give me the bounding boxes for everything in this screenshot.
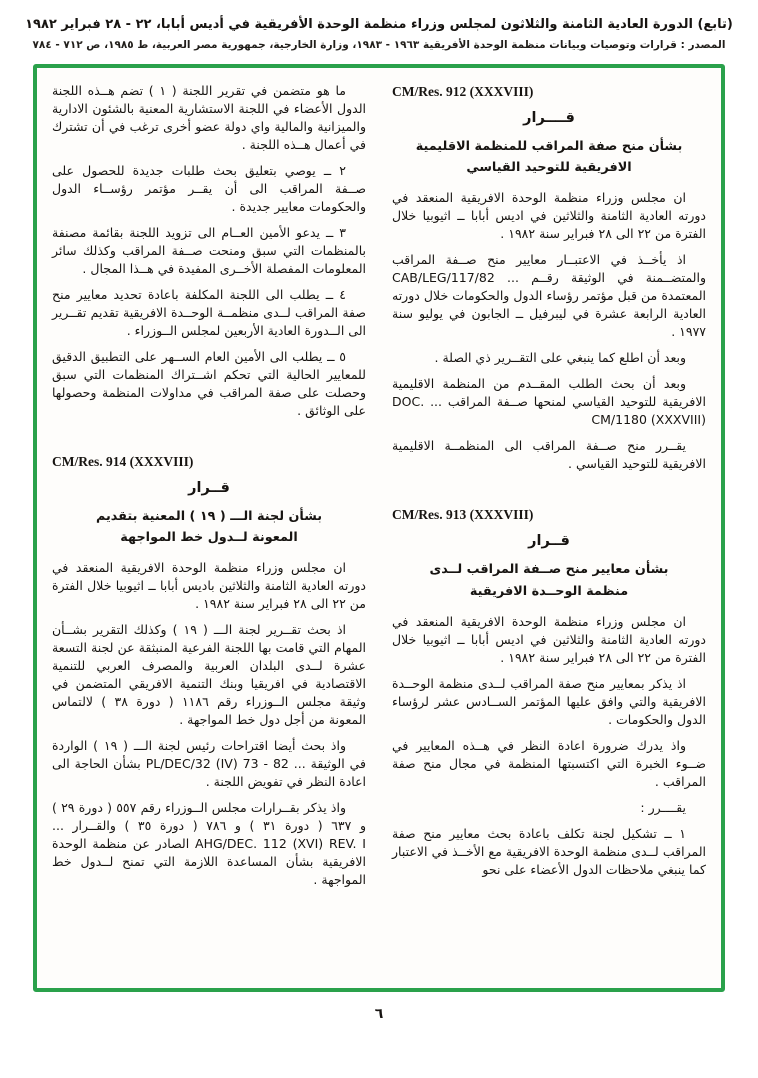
- subtitle-line: الافريقية للتوحيد القياسي: [466, 160, 632, 176]
- subtitle-line: بشأن منح صفة المراقب للمنظمة الاقليمية: [415, 138, 683, 154]
- document-header: [20, 16, 738, 51]
- resolution-subtitle-913: [392, 559, 706, 603]
- resolution-ref-913: CM/Res. 913 (XXXVIII): [392, 507, 534, 523]
- paragraph: اذ يأخــذ في الاعتبــار معايير منح صــفة المراقب والمتضــمنة في الوثيقة رقــم ... CAB/LEG/117/82 المعتمدة من قبل مؤتمر رؤساء الدول والحكومات خلال دورته العادية الرابعة عشرة في ليبرفيل ــ الجابون في يوليو سنة ١٩٧٧ .: [392, 252, 706, 340]
- paragraph: ما هو متضمن في تقرير اللجنة ( ١ ) تضم هــذه اللجنة الدول الأعضاء في اللجنة الاستشارية المعنية بالشئون الادارية والميزانية والمالية واي دولة عضو أخرى ترغب في أن تشترك في أعمال هــذه اللجنة .: [52, 82, 366, 152]
- section-gap: [52, 428, 366, 452]
- paragraph: ١ ــ تشكيل لجنة تكلف باعادة بحث معايير منح صفة المراقب لــدى منظمة الوحدة الافريقية مع الأخــذ في الاعتبار كما ينبغي ملاحظات الدول الأعضاء على نحو: [392, 825, 706, 877]
- header-source-line: المصدر : قرارات وتوصيات وبيانات منظمة الوحدة الأفريقية ١٩٦٣ - ١٩٨٣، وزارة الخارجية، جمهورية مصر العربية، ط ١٩٨٥، ص ٧١٢ - ٧٨٤: [32, 38, 726, 51]
- paragraph: ان مجلس وزراء منظمة الوحدة الافريقية المنعقد في دورته العادية الثامنة والثلاثين في اديس أبابا ــ اثيوبيا خلال الفترة من ٢٢ الى ٢٨ فبراير سنة ١٩٨٢ .: [392, 190, 706, 242]
- page-footer: [20, 1006, 738, 1022]
- paragraph: ٥ ــ يطلب الى الأمين العام الســهر على التطبيق الدقيق للمعايير الحالية التي تحكم اشــتراك المنظمات التي سبق وحصلت على صفة المراقب في مداولات المنظمة وحصولها على الوثائق .: [52, 348, 366, 418]
- resolution-title-914: قــرار: [188, 479, 230, 496]
- paragraph: اذ بحث تقــرير لجنة الـــ ( ١٩ ) وكذلك التقرير بشــأن المهام التي قامت بها اللجنة الفرعية المنبثقة عن لجنة التسعة عشرة لــدى البلدان العربية والمصرف العربي للتنمية الاقتصادية في افريقيا وبنك التنمية الافريقي المتضمن في وثيقة مجلس الــوزراء رقم ١١٨٦ ( دورة ٣٨ ) لالتماس المعونة من أجل دول خط المواجهة .: [52, 622, 366, 728]
- resolution-ref-914: CM/Res. 914 (XXXVIII): [52, 453, 194, 469]
- header-session-title: (تابع) الدورة العادية الثامنة والثلاثون لمجلس وزراء منظمة الوحدة الأفريقية في أديس أبابا، ٢٢ - ٢٨ فبراير ١٩٨٢: [25, 17, 733, 32]
- subtitle-line: بشأن لجنة الـــ ( ١٩ ) المعنية بتقديم: [95, 508, 323, 524]
- resolution-title-913: قــرار: [528, 533, 570, 550]
- two-column-layout: [52, 82, 706, 974]
- subtitle-line: بشأن معايير منح صــفة المراقب لــدى: [429, 562, 669, 578]
- paragraph: واذ يدرك ضرورة اعادة النظر في هــذه المعايير في ضــوء الخبرة التي اكتسبتها المنظمة في مجال منح صفة المراقب .: [392, 737, 706, 789]
- paragraph: ٣ ــ يدعو الأمين العــام الى تزويد اللجنة بقائمة مصنفة بالمنظمات التي سبق ومنحت صــفة المراقب وكذلك سائر المعلومات المفصلة الأخــرى المفيدة في هــذا المجال .: [52, 224, 366, 276]
- resolution-ref-912: CM/Res. 912 (XXXVIII): [392, 83, 534, 99]
- paragraph: وبعد أن بحث الطلب المقــدم من المنظمة الاقليمية الافريقية للتوحيد القياسي لمنحها صــفة المراقب ... DOC. CM/1180 (XXXVIII): [392, 376, 706, 428]
- paragraph: يقــرر منح صــفة المراقب الى المنظمــة الاقليمية الافريقية للتوحيد القياسي .: [392, 438, 706, 472]
- paragraph: واذ يذكر بقــرارات مجلس الــوزراء رقم ٥٥٧ ( دورة ٢٩ ) و ٦٣٧ ( دورة ٣١ ) و ٧٨٦ ( دورة ٣٥ ) والقــرار ... AHG/DEC. 112 (XVI) REV. I الصادر عن منظمة الوحدة الافريقية بشأن المساعدة اللازمة التي تمنح لــدول خط المواجهة .: [52, 800, 366, 888]
- paragraph: وبعد أن اطلع كما ينبغي على التقــرير ذي الصلة .: [434, 350, 686, 366]
- paragraph: ٢ ــ يوصي بتعليق بحث طلبات جديدة للحصول على صــفة المراقب الى أن يقــر مؤتمر رؤســاء الدول والحكومات معايير جديدة .: [52, 162, 366, 214]
- resolution-title-912: قــــرار: [523, 109, 575, 126]
- decides-line: يقــــرر :: [640, 799, 686, 815]
- column-left: [52, 82, 366, 974]
- paragraph: ان مجلس وزراء منظمة الوحدة الافريقية المنعقد في دورته العادية الثامنة والثلاثين في اديس أبابا ــ اثيوبيا خلال الفترة من ٢٢ الى ٢٨ فبراير سنة ١٩٨٢ .: [392, 613, 706, 665]
- paragraph: واذ بحث أيضا اقتراحات رئيس لجنة الـــ ( ١٩ ) الواردة في الوثيقة ... PL/DEC/32 (IV) 73 - 82 بشأن الحاجة الى اعادة النظر في تفويض اللجنة .: [52, 738, 366, 790]
- content-frame: [33, 64, 725, 992]
- paragraph: ٤ ــ يطلب الى اللجنة المكلفة باعادة تحديد معايير منح صفة المراقب لــدى منظمــة الوحــدة الافريقية تقديم تقــرير الى الــدورة العادية الأربعين لمجلس الــوزراء .: [52, 286, 366, 338]
- subtitle-line: منظمة الوحــدة الافريقية: [469, 583, 629, 599]
- resolution-subtitle-914: [52, 506, 366, 550]
- subtitle-line: المعونة لــدول خط المواجهة: [120, 530, 298, 546]
- paragraph: اذ يذكر بمعايير منح صفة المراقب لــدى منظمة الوحــدة الافريقية والتي وافق عليها المؤتمر الســادس عشر لرؤساء الدول والحكومات .: [392, 675, 706, 727]
- resolution-subtitle-912: [392, 136, 706, 180]
- paragraph: ان مجلس وزراء منظمة الوحدة الافريقية المنعقد في دورته العادية الثامنة والثلاثين باديس أبابا ــ اثيوبيا خلال الفترة من ٢٢ الى ٢٨ فبراير سنة ١٩٨٢ .: [52, 560, 366, 612]
- column-right: [392, 82, 706, 974]
- page-number: ٦: [374, 1005, 384, 1022]
- section-gap: [392, 481, 706, 505]
